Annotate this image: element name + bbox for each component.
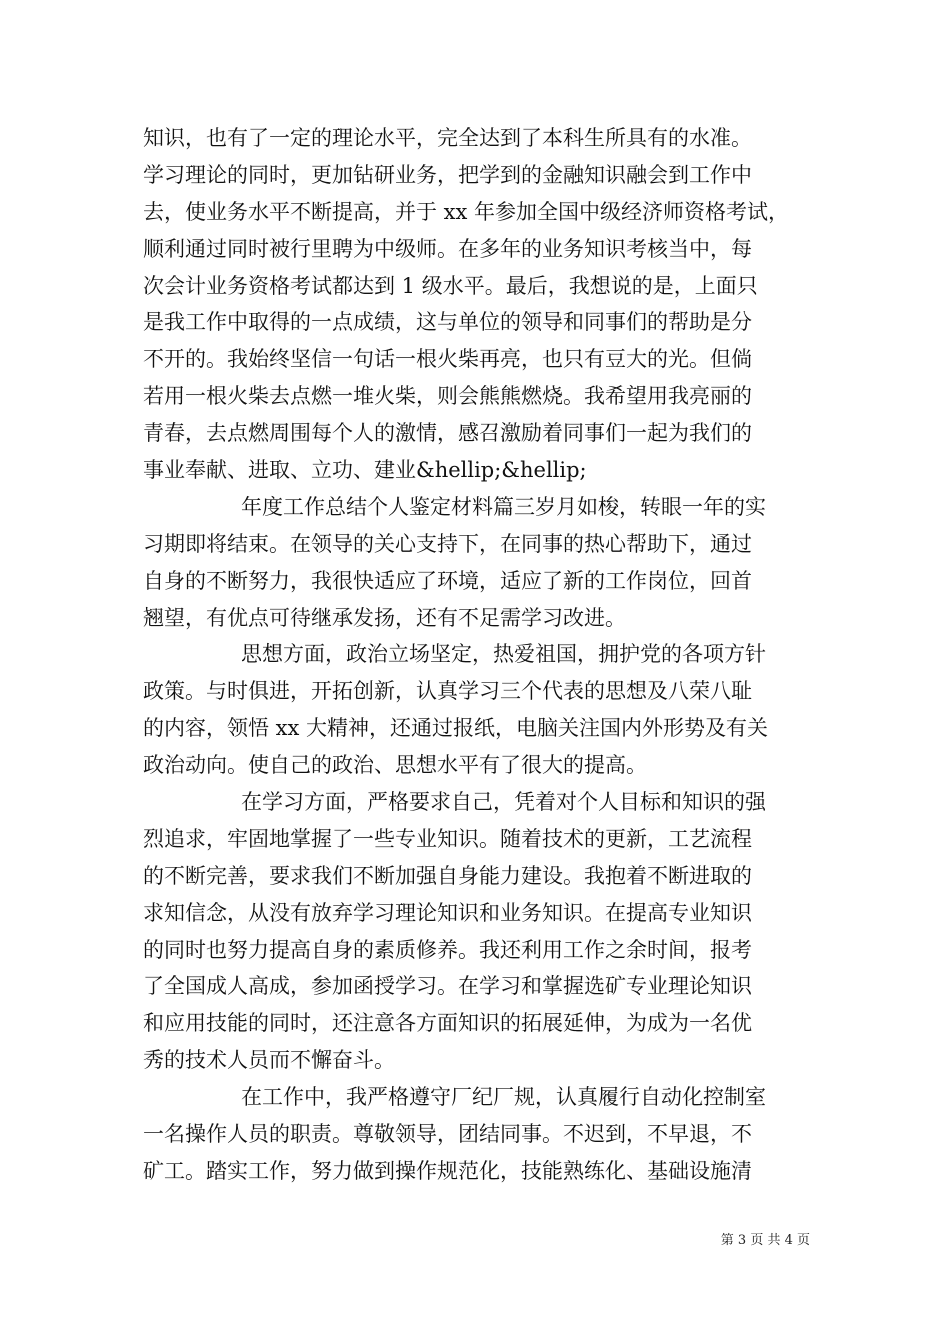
document-body: [143, 120, 813, 1190]
paragraph-line: 政策。与时俱进，开拓创新，认真学习三个代表的思想及八荣八耻: [143, 679, 752, 704]
paragraph-line-indented: 年度工作总结个人鉴定材料篇三岁月如梭，转眼一年的实: [241, 494, 766, 519]
paragraph-line: 翘望，有优点可待继承发扬，还有不足需学习改进。: [143, 605, 626, 630]
paragraph-line: 次会计业务资格考试都达到 1 级水平。最后，我想说的是，上面只: [143, 273, 758, 298]
paragraph-line: 青春，去点燃周围每个人的激情，感召激励着同事们一起为我们的: [143, 421, 752, 446]
paragraph-line-indented: 思想方面，政治立场坚定，热爱祖国，拥护党的各项方针: [241, 642, 766, 667]
paragraph-line: 是我工作中取得的一点成绩，这与单位的领导和同事们的帮助是分: [143, 310, 752, 335]
paragraph-line: 学习理论的同时，更加钻研业务，把学到的金融知识融会到工作中: [143, 162, 752, 187]
paragraph-line: 秀的技术人员而不懈奋斗。: [143, 1048, 395, 1073]
paragraph-line: 矿工。踏实工作，努力做到操作规范化，技能熟练化、基础设施清: [143, 1158, 752, 1183]
paragraph-line: 了全国成人高成，参加函授学习。在学习和掌握选矿专业理论知识: [143, 974, 752, 999]
paragraph-line: 的内容，领悟 xx 大精神，还通过报纸，电脑关注国内外形势及有关: [143, 716, 769, 741]
paragraph-line: 习期即将结束。在领导的关心支持下，在同事的热心帮助下，通过: [143, 531, 752, 556]
paragraph-line: 的同时也努力提高自身的素质修养。我还利用工作之余时间，报考: [143, 937, 752, 962]
paragraph-line: 一名操作人员的职责。尊敬领导，团结同事。不迟到，不早退，不: [143, 1122, 752, 1147]
paragraph-line: 若用一根火柴去点燃一堆火柴，则会熊熊燃烧。我希望用我亮丽的: [143, 384, 752, 409]
paragraph-line: 烈追求，牢固地掌握了一些专业知识。随着技术的更新，工艺流程: [143, 826, 752, 851]
page-number-footer: 第 3 页 共 4 页: [720, 1233, 810, 1248]
paragraph-line: 去，使业务水平不断提高，并于 xx 年参加全国中级经济师资格考试，: [143, 199, 790, 224]
paragraph-line: 不开的。我始终坚信一句话一根火柴再亮，也只有豆大的光。但倘: [143, 347, 752, 372]
paragraph-line: 知识，也有了一定的理论水平，完全达到了本科生所具有的水准。: [143, 126, 752, 150]
paragraph-line: 自身的不断努力，我很快适应了环境，适应了新的工作岗位，回首: [143, 568, 752, 593]
paragraph-line-indented: 在学习方面，严格要求自己，凭着对个人目标和知识的强: [241, 790, 766, 815]
paragraph-line: 顺利通过同时被行里聘为中级师。在多年的业务知识考核当中，每: [143, 236, 752, 261]
paragraph-line: 和应用技能的同时，还注意各方面知识的拓展延伸，为成为一名优: [143, 1011, 752, 1036]
paragraph-line: 政治动向。使自己的政治、思想水平有了很大的提高。: [143, 753, 647, 778]
paragraph-line: 事业奉献、进取、立功、建业&hellip;&hellip;: [143, 458, 587, 483]
paragraph-line-indented: 在工作中，我严格遵守厂纪厂规，认真履行自动化控制室: [241, 1085, 766, 1110]
paragraph-line: 求知信念，从没有放弃学习理论知识和业务知识。在提高专业知识: [143, 900, 752, 925]
paragraph-line: 的不断完善，要求我们不断加强自身能力建设。我抱着不断进取的: [143, 863, 752, 888]
